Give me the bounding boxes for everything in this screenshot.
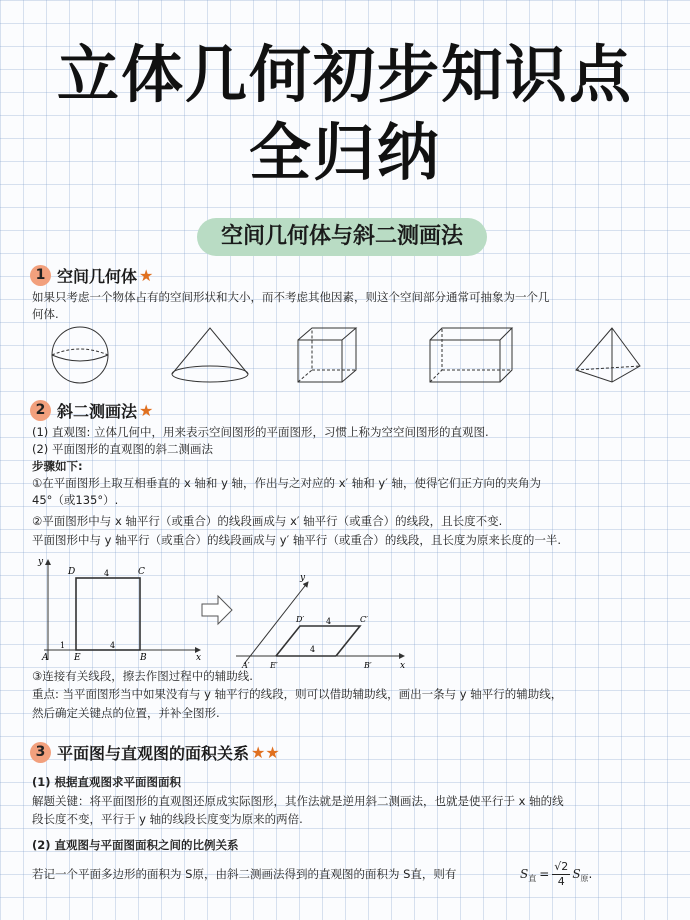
formula-lhs: S: [520, 867, 529, 881]
key-point-line: 重点: 当平面图形当中如果没有与 y 轴平行的线段，则可以借助辅助线，画出一条与 y 轴平行的辅助线，: [32, 687, 563, 701]
section-number-badge: 1: [30, 265, 51, 286]
label-1: 1: [60, 641, 66, 650]
steps-label: 步骤如下:: [32, 459, 83, 473]
section-1-header: [30, 263, 153, 287]
subheading-line: (2) 平面图形的直观图的斜二测画法: [32, 442, 213, 456]
formula-lhs-sub: 直: [528, 873, 537, 883]
label-C: C: [138, 567, 145, 577]
label-x: x: [196, 653, 202, 663]
label-B: B: [140, 653, 147, 663]
section-3-header: [30, 740, 280, 764]
main-title-line2: 全归纳: [248, 116, 441, 189]
area-ratio-formula: [520, 856, 592, 892]
subheading-2: (2) 直观图与平面图面积之间的比例关系: [32, 838, 239, 852]
transform-arrow-icon: [202, 596, 232, 624]
section-number-badge: 3: [30, 742, 51, 763]
step-2-line-cont: 平面图形中与 y 轴平行（或重合）的线段画成与 y′ 轴平行（或重合）的线段，且长度为原来长度的一半.: [32, 533, 561, 547]
formula-numerator: √2: [554, 859, 569, 873]
star-icon: ★★: [251, 742, 280, 762]
section-2-header: [30, 398, 153, 422]
formula-end: .: [588, 867, 593, 881]
intuitive-figure: [236, 582, 404, 664]
cuboid-shape: [430, 328, 512, 382]
star-icon: ★: [139, 265, 154, 285]
label-4-top-right: 4: [326, 617, 332, 626]
formula-rhs: S: [572, 867, 581, 881]
label-A-prime: A′: [242, 661, 250, 670]
oblique-drawing-figure: [30, 552, 420, 670]
solids-figure: [40, 322, 660, 387]
formula-denominator: 4: [557, 874, 565, 888]
label-E: E: [74, 653, 81, 663]
star-icon: ★: [139, 400, 154, 420]
cube-shape: [298, 328, 356, 382]
section-banner: 空间几何体与斜二测画法: [197, 218, 487, 256]
definition-line: (1) 直观图: 立体几何中，用来表示空间图形的平面图形，习惯上称为空空间图形的直观图.: [32, 425, 489, 439]
solution-key-line-cont: 段长度不变，平行于 y 轴的线段长度变为原来的两倍.: [32, 812, 303, 826]
cone-shape: [172, 328, 248, 382]
label-A: A: [42, 653, 49, 663]
key-point-line-cont: 然后确定关键点的位置，并补全图形.: [32, 706, 220, 720]
label-x-prime: x: [400, 661, 406, 670]
section-title: 斜二测画法: [57, 401, 138, 421]
sphere-shape: [52, 327, 108, 383]
section-number-badge: 2: [30, 400, 51, 421]
label-y: y: [38, 557, 44, 567]
label-D-prime: D′: [296, 615, 305, 624]
label-4-bottom: 4: [110, 641, 116, 650]
section-title: 平面图与直观图的面积关系: [57, 743, 250, 763]
label-y-prime: y: [300, 573, 306, 583]
step-3-line: ③连接有关线段，擦去作图过程中的辅助线.: [32, 669, 253, 683]
section-1-text-line1: 如果只考虑一个物体占有的空间形状和大小，而不考虑其他因素，则这个空间部分通常可抽象为一个几: [32, 290, 550, 304]
step-2-line: ②平面图形中与 x 轴平行（或重合）的线段画成与 x′ 轴平行（或重合）的线段，且长度不变.: [32, 514, 503, 528]
step-1-line: ①在平面图形上取互相垂直的 x 轴和 y 轴，作出与之对应的 x′ 轴和 y′ 轴，使得它们正方向的夹角为: [32, 476, 541, 490]
formula-fraction: [552, 860, 570, 889]
section-title: 空间几何体: [57, 266, 138, 286]
label-B-prime: B′: [364, 661, 372, 670]
section-1-text-line2: 何体.: [32, 307, 59, 321]
solution-key-line: 解题关键：将平面图形的直观图还原成实际图形，其作法就是逆用斜二测画法，也就是使平行于 x 轴的线: [32, 794, 564, 808]
area-ratio-line: 若记一个平面多边形的面积为 S原，由斜二测画法得到的直观图的面积为 S直，则有: [32, 867, 457, 881]
label-E-prime: E′: [270, 661, 278, 670]
pyramid-shape: [576, 328, 640, 382]
formula-rhs-sub: 原: [580, 873, 589, 883]
main-title-line1: 立体几何初步知识点: [56, 38, 633, 111]
label-4-top: 4: [104, 569, 110, 578]
label-4-bottom-right: 4: [310, 645, 316, 654]
label-D: D: [68, 567, 76, 577]
formula-equals: =: [539, 867, 550, 881]
subheading-1: (1) 根据直观图求平面图面积: [32, 775, 182, 789]
label-C-prime: C′: [360, 615, 368, 624]
step-1-line-cont: 45°（或135°）.: [32, 493, 119, 507]
